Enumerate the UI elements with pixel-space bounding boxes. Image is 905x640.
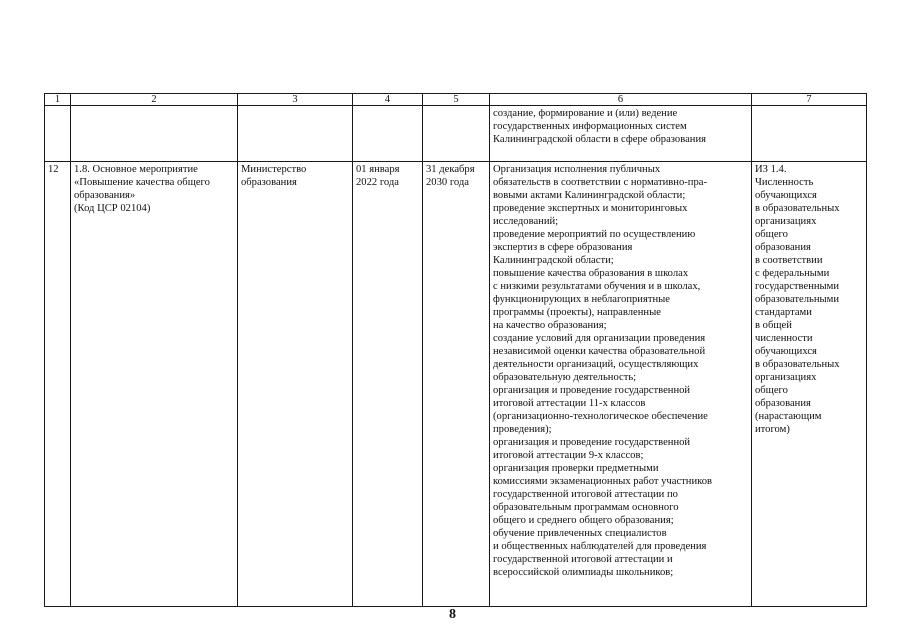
action-item: Организация исполнения публичных обязательств в соответствии с нормативно-пра- вовыми актами Калининградской области; (493, 164, 708, 201)
column-number-6: 6 (490, 94, 752, 106)
column-number-7: 7 (752, 94, 867, 106)
column-number-5: 5 (423, 94, 490, 106)
row-number: 12 (45, 162, 71, 607)
action-item: организация проверки предметными комиссиями экзаменационных работ участников государственной итоговой аттестации по образовательным программам основного общего и среднего общего образования; (493, 463, 713, 526)
page-number: 8 (449, 607, 456, 622)
continuation-cell-2 (71, 106, 238, 162)
column-number-row (45, 94, 867, 106)
action-item: проведение мероприятий по осуществлению экспертиз в сфере образования Калининградской области; (493, 229, 696, 266)
indicator-cell (752, 162, 867, 607)
column-number-4: 4 (353, 94, 423, 106)
action-item: организация и проведение государственной итоговой аттестации 11-х классов (организационно-технологическое обеспечение проведения); (493, 385, 708, 435)
action-item: обучение привлеченных специалистов и общественных наблюдателей для проведения государственной итоговой аттестации и всероссийской олимпиады школьников; (493, 528, 707, 578)
column-number-1: 1 (45, 94, 71, 106)
continuation-actions-text: создание, формирование и (или) ведение государственных информационных систем Калининградской области в сфере образования (490, 106, 752, 162)
table-row-12 (45, 162, 867, 607)
action-item: создание условий для организации проведения независимой оценки качества образовательной деятельности организаций, осуществляющих образовательную деятельность; (493, 333, 706, 383)
program-table (44, 93, 867, 607)
measure-name: 1.8. Основное мероприятие «Повышение качества общего образования» (Код ЦСР 02104) (71, 162, 238, 607)
start-date: 01 января 2022 года (353, 162, 423, 607)
end-date: 31 декабря 2030 года (423, 162, 490, 607)
continuation-cell-5 (423, 106, 490, 162)
action-item: организация и проведение государственной итоговой аттестации 9-х классов; (493, 437, 691, 461)
continuation-cell-7 (752, 106, 867, 162)
executor: Министерство образования (238, 162, 353, 607)
column-number-3: 3 (238, 94, 353, 106)
continuation-cell-3 (238, 106, 353, 162)
action-item: проведение экспертных и мониторинговых исследований; (493, 203, 688, 227)
continuation-cell-1 (45, 106, 71, 162)
column-number-2: 2 (71, 94, 238, 106)
continuation-cell-4 (353, 106, 423, 162)
continuation-row (45, 106, 867, 162)
action-item: повышение качества образования в школах с низкими результатами обучения и в школах, функционирующих в неблагоприятные программы (проекты), направленные на качество образования; (493, 268, 701, 331)
actions-list (490, 162, 752, 607)
indicator-text: ИЗ 1.4. Численность обучающихся в образовательных организациях общего образования в соответствии с федеральными государственными образовательными стандартами в общей численности обучающихся в образовательных организациях общего образования (нарастающим итогом) (755, 164, 840, 435)
